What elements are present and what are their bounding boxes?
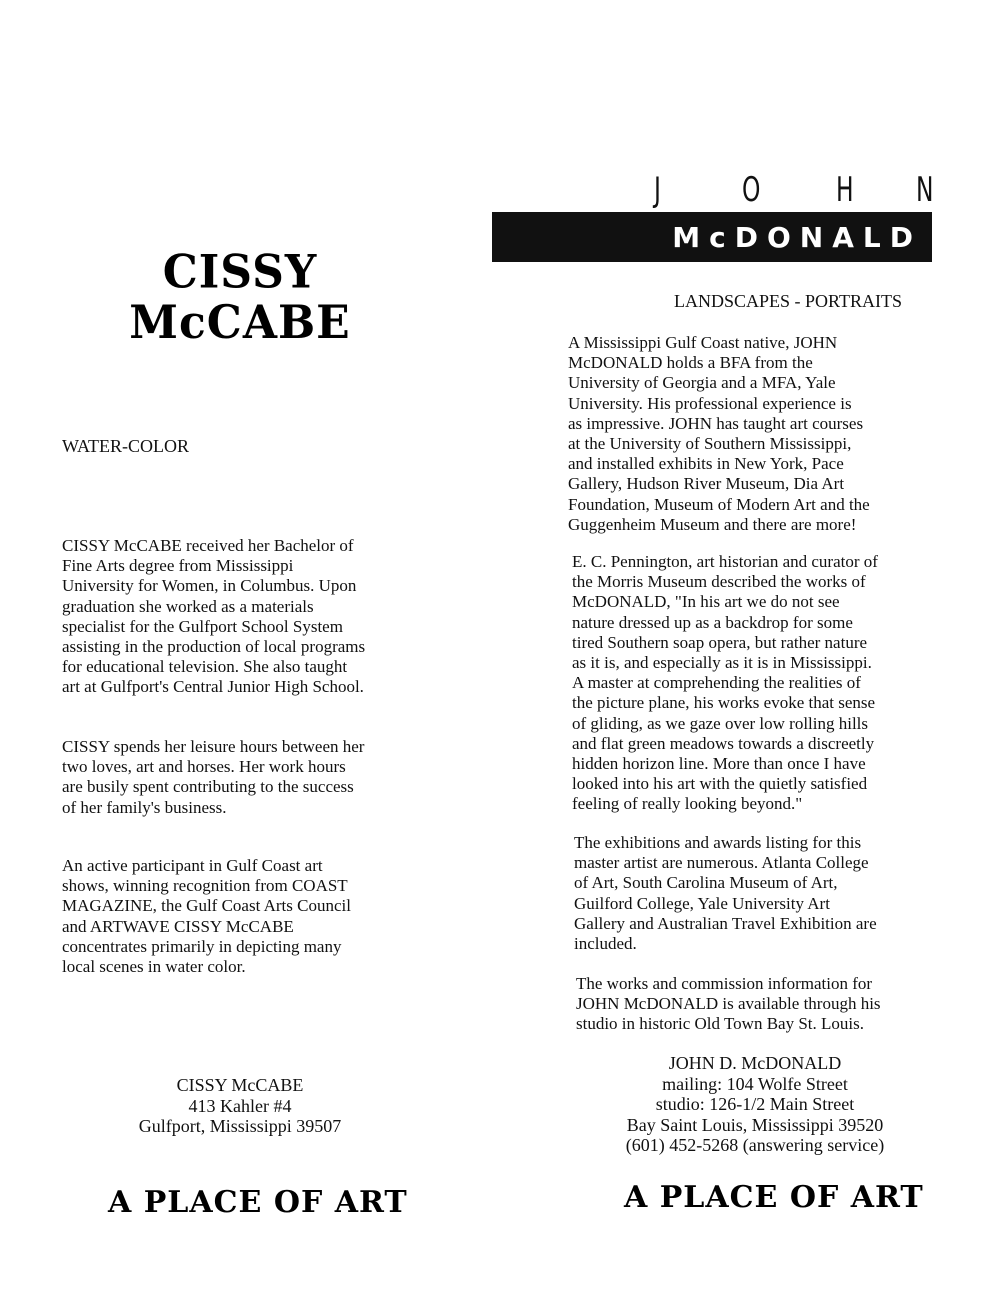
banner-letter-j: J	[654, 171, 661, 210]
banner-letter-n: N	[916, 171, 934, 210]
john-letters-row	[492, 171, 934, 210]
mcdonald-banner	[492, 212, 932, 262]
cissy-address: CISSY McCABE 413 Kahler #4 Gulfport, Mississippi 39507	[138, 1075, 342, 1136]
cissy-bio-paragraph-2: CISSY spends her leisure hours between her two loves, art and horses. Her work hours are busily spent contributing to the success of her family's business.	[62, 737, 365, 817]
cissy-medium-label: WATER-COLOR	[62, 436, 189, 456]
john-subtitle: LANDSCAPES - PORTRAITS	[674, 291, 902, 311]
cissy-footer-tagline: A PLACE OF ART	[108, 1185, 408, 1220]
cissy-title	[100, 245, 380, 350]
john-bio-paragraph-4: The works and commission information for JOHN McDONALD is available through his studio in historic Old Town Bay St. Louis.	[576, 974, 881, 1034]
banner-letter-h: H	[836, 171, 854, 210]
cissy-title-line1: CISSY	[162, 245, 318, 300]
banner-letter-o: O	[742, 171, 761, 210]
cissy-bio-paragraph-3: An active participant in Gulf Coast art shows, winning recognition from COAST MAGAZINE, the Gulf Coast Arts Council and ARTWAVE CISSY McCABE concentrates primarily in depicting many local scenes in water color.	[62, 856, 351, 977]
cissy-bio-paragraph-1: CISSY McCABE received her Bachelor of Fine Arts degree from Mississippi University for Women, in Columbus. Upon graduation she worked as a materials specialist for the Gulfport School System assisting in the production of local programs for educational television. She also taught art at Gulfport's Central Junior High School.	[62, 536, 366, 697]
banner-name: McDONALD	[672, 220, 922, 254]
john-footer-tagline: A PLACE OF ART	[624, 1180, 924, 1215]
john-bio-paragraph-3: The exhibitions and awards listing for this master artist are numerous. Atlanta College of Art, South Carolina Museum of Art, Guilford College, Yale University Art Gallery and Australian Travel Exhibition are included.	[574, 833, 877, 954]
john-bio-paragraph-2: E. C. Pennington, art historian and curator of the Morris Museum described the works of McDONALD, "In his art we do not see nature dressed up as a backdrop for some tired Southern soap opera, but rather nature as it is, and especially as it is in Mississippi. A master at comprehending the realities of the picture plane, his works evoke that sense of gliding, as we gaze over low rolling hills and flat green meadows towards a discreetly hidden horizon line. More than once I have looked into his art with the quietly satisfied feeling of really looking beyond."	[572, 552, 878, 814]
cissy-title-line2: McCABE	[129, 295, 351, 350]
john-bio-paragraph-1: A Mississippi Gulf Coast native, JOHN McDONALD holds a BFA from the University of Georgia and a MFA, Yale University. His professional experience is as impressive. JOHN has taught art courses at the University of Southern Mississippi, and installed exhibits in New York, Pace Gallery, Hudson River Museum, Dia Art Foundation, Museum of Modern Art and the Guggenheim Museum and there are more!	[568, 333, 870, 534]
john-address: JOHN D. McDONALD mailing: 104 Wolfe Street studio: 126-1/2 Main Street Bay Saint Louis, Mississippi 39520 (601) 452-5268 (answering service)	[625, 1053, 885, 1155]
